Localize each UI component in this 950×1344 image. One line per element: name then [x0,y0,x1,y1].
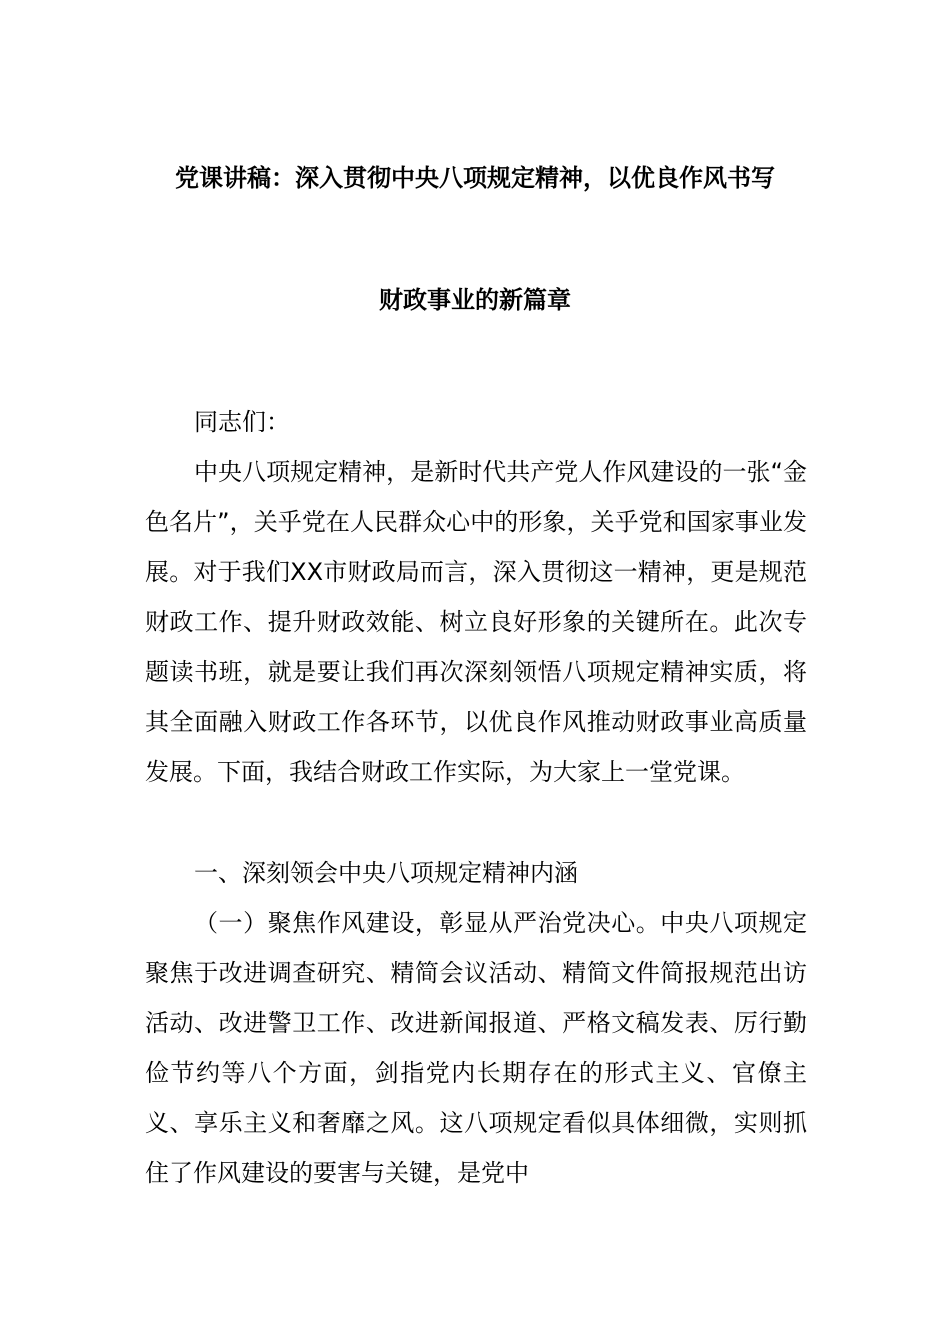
salutation: 同志们： [194,408,290,436]
paragraph-intro: 中央八项规定精神，是新时代共产党人作风建设的一张“金色名片”，关乎党在人民群众心中的形象，关乎党和国家事业发展。对于我们XX市财政局而言，深入贯彻这一精神，更是规范财政工作、提升财政效能、树立良好形象的关键所在。此次专题读书班，就是要让我们再次深刻领悟八项规定精神实质，将其全面融入财政工作各环节，以优良作风推动财政事业高质量发展。下面，我结合财政工作实际，为大家上一堂党课。 [145,458,807,786]
document-title-line-1: 党课讲稿：深入贯彻中央八项规定精神，以优良作风书写 [175,164,775,192]
document-title-line-2: 财政事业的新篇章 [379,286,571,314]
paragraph-section-1-1: （一）聚焦作风建设，彰显从严治党决心。中央八项规定聚焦于改进调查研究、精简会议活动、精简文件简报规范出访活动、改进警卫工作、改进新闻报道、严格文稿发表、厉行勤俭节约等八个方面，剑指党内长期存在的形式主义、官僚主义、享乐主义和奢靡之风。这八项规定看似具体细微，实则抓住了作风建设的要害与关键，是党中 [145,909,807,1187]
section-heading-1: 一、深刻领会中央八项规定精神内涵 [194,859,578,887]
